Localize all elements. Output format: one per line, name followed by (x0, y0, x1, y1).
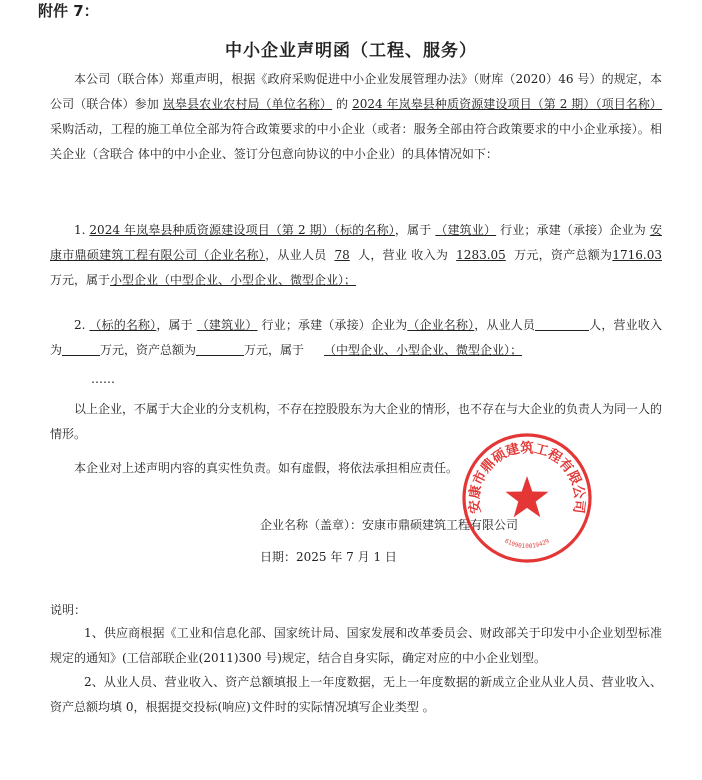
signature-date-label: 日期： (260, 550, 297, 564)
item-1-text-2: 行业；承建（承接）企业为 (500, 223, 646, 237)
buyer-name: 岚皋县农业农村局（单位名称） (162, 97, 333, 111)
notes-heading: 说明： (50, 603, 87, 617)
signature-company-label: 企业名称（盖章）： (260, 518, 363, 532)
project-name: 2024 年岚皋县种质资源建设项目（第 2 期）（项目名称） (352, 97, 662, 111)
svg-text:6109010019429 (503, 538, 550, 551)
item-1-text-7: ； (344, 273, 357, 287)
item-2-number: 2. (74, 318, 86, 332)
company-seal-icon (459, 430, 595, 566)
intro-text-c: 采购活动，工程的施工单位全部为符合政策要求的中小企业（或者：服务全部由符合政策要求的中小企业承接）。相关企业（含联合 体中的中小企业、签订分包意向协议的中小企业）的具体情况如下： (50, 122, 662, 161)
item-1-text-3: ，从业人员 (265, 248, 327, 262)
responsibility-paragraph: 本企业对上述声明内容的真实性负责。如有虚假，将依法承担相应责任。 (74, 461, 459, 475)
item-2-text-3: ，从业人员 (474, 318, 536, 332)
item-2-assets-blank (196, 341, 244, 356)
document-title: 中小企业声明函（工程、服务） (225, 41, 477, 61)
item-2-staff-blank-2 (563, 316, 589, 331)
item-1-text-4: 人，营业 收入为 (357, 248, 449, 262)
item-2-text-2: 行业；承建（承接）企业为 (261, 318, 408, 332)
intro-text-b: 的 (336, 97, 349, 111)
item-1-number: 1. (74, 223, 86, 237)
note-2: 2、从业人员、营业收入、资产总额填报上一年度数据，无上一年度数据的新成立企业从业人员、营业收入、资产总额均填 0，根据提交投标(响应)文件时的实际情况填写企业类型 。 (50, 675, 662, 714)
item-2-staff-blank (535, 316, 563, 331)
item-2-text-1: ，属于 (156, 318, 193, 332)
seal-code: 6109010019429 (503, 537, 551, 551)
item-1-company: 安康市鼎硕建筑工程有限公司（企业名称） (50, 223, 662, 262)
item-1-industry: （建筑业） (435, 223, 497, 237)
ellipsis: …… (91, 372, 115, 386)
intro-paragraph (50, 67, 662, 167)
annex-label: 附件 7： (38, 2, 99, 20)
signature-company-name: 安康市鼎硕建筑工程有限公司 (362, 518, 519, 532)
signature-date: 2025 年 7 月 1 日 (296, 550, 397, 564)
item-1-text-5: 万元，资产总额为 (513, 248, 613, 262)
item-1-type: 小型企业（中型企业、小型企业、微型企业） (110, 273, 345, 287)
item-2-text-6: 万元，属于 (244, 343, 305, 357)
item-1-revenue: 1283.05 (456, 248, 506, 262)
item-1 (50, 218, 662, 293)
item-2-company: （企业名称） (407, 318, 475, 332)
item-2 (50, 313, 662, 363)
item-2-revenue-blank (62, 341, 100, 356)
signature-date-line (260, 548, 397, 565)
item-2-text-4: 人，营业收入为 (50, 318, 662, 357)
item-1-text-6: 万元，属于 (50, 273, 111, 287)
statement-paragraph: 以上企业，不属于大企业的分支机构，不存在控股股东为大企业的情形，也不存在与大企业的负责人为同一人的情形。 (50, 402, 663, 441)
item-2-industry: （建筑业） (196, 318, 258, 332)
item-1-staff: 78 (334, 248, 350, 262)
item-2-text-7: ； (510, 343, 523, 357)
item-1-text-1: ，属于 (394, 223, 432, 237)
item-2-type: （中型企业、小型企业、微型企业） (324, 343, 511, 357)
item-2-name: （标的名称） (89, 318, 157, 332)
seal-text: 安康市鼎硕建筑工程有限公司 (466, 440, 588, 515)
item-2-text-5: 万元，资产总额为 (100, 343, 197, 357)
note-1: 1、供应商根据《工业和信息化部、国家统计局、国家发展和改革委员会、财政部关于印发中小企业划型标准规定的通知》(工信部联企业(2011)300 号)规定，结合自身实际，确定对应的中小企业划型。 (50, 626, 662, 665)
item-1-assets: 1716.03 (612, 248, 662, 262)
item-1-name: 2024 年岚皋县种质资源建设项目（第 2 期）（标的名称） (89, 223, 395, 237)
intro-text-a: 本公司（联合体）郑重声明，根据《政府采购促进中小企业发展管理办法》（财库（2020）46 号）的规定，本公司（联合体）参加 (50, 72, 662, 111)
